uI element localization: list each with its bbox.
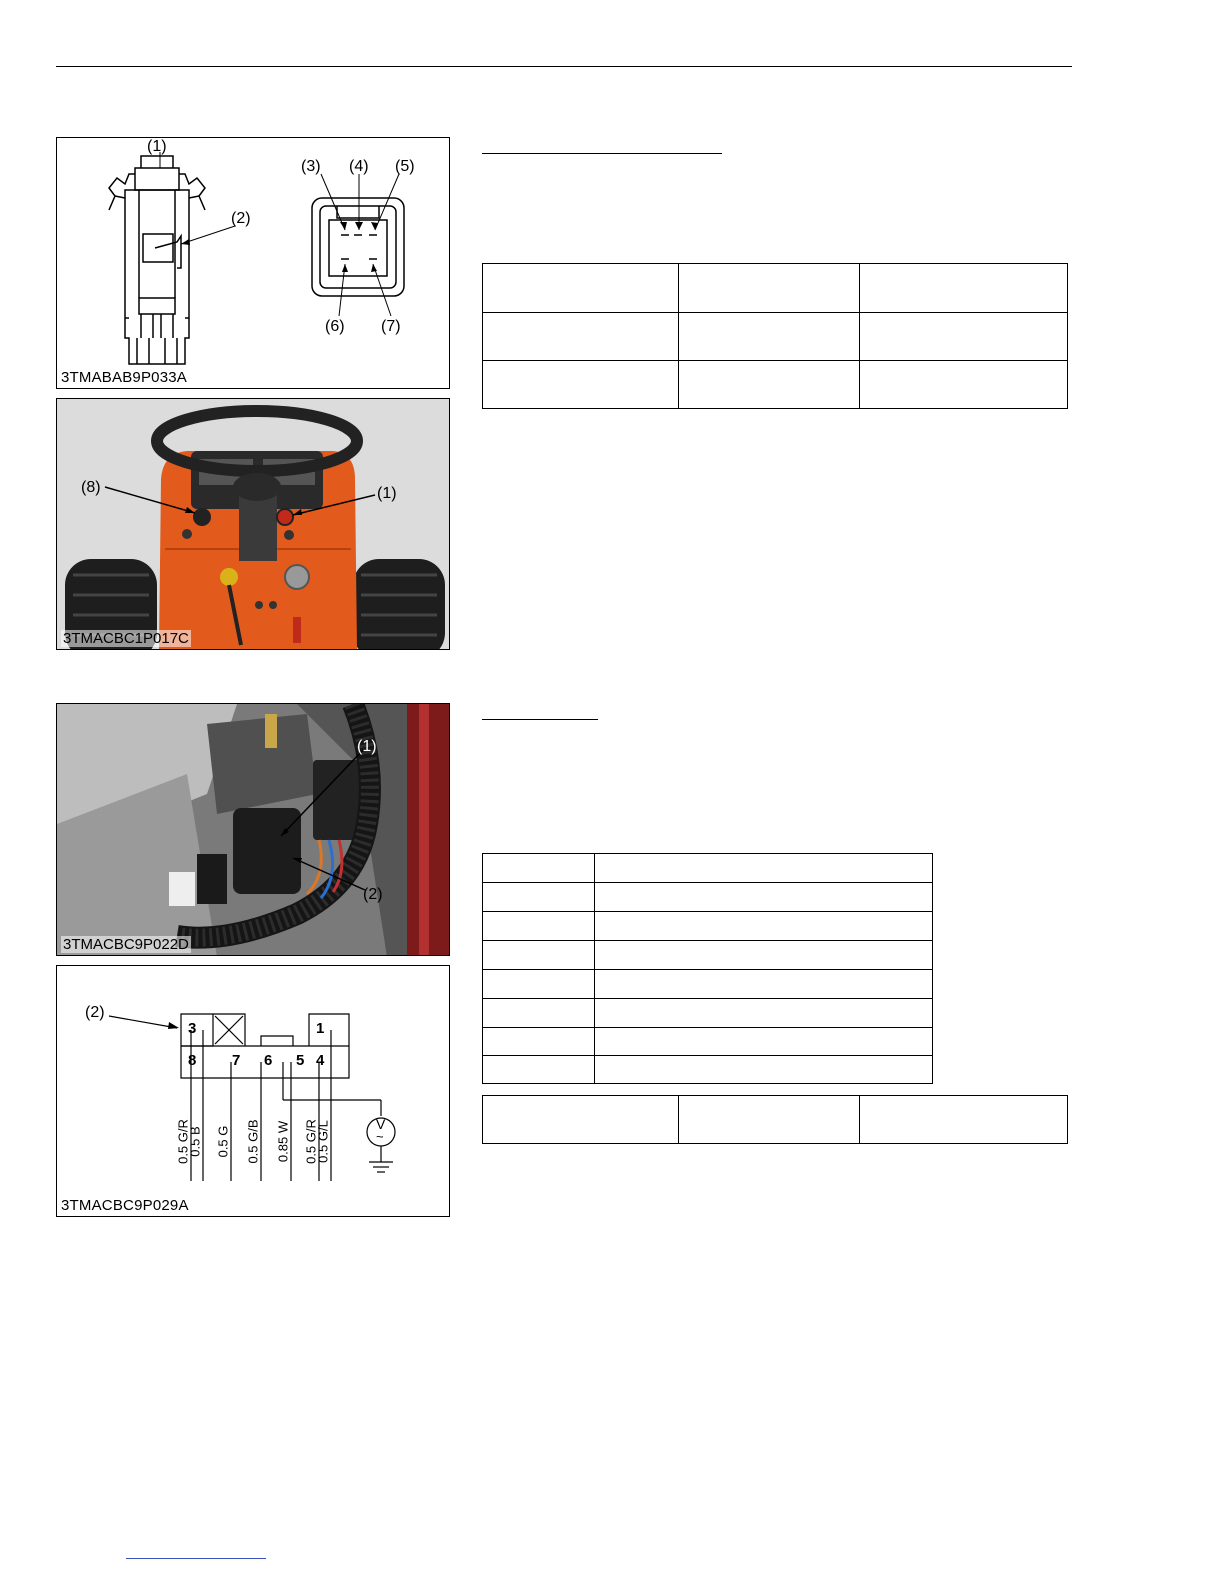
figure-id: 3TMACBC9P022D xyxy=(63,936,189,953)
switch-body-drawing xyxy=(109,156,205,364)
callout-1-dash: (1) xyxy=(377,485,397,502)
wire-label: 0.5 G/B xyxy=(245,1119,261,1164)
wire-label: 0.5 G xyxy=(215,1125,231,1158)
callout-2: (2) xyxy=(231,210,251,227)
section-heading-underline xyxy=(482,719,598,720)
footer-link[interactable] xyxy=(126,1558,266,1559)
switch-diagram-svg xyxy=(57,138,450,389)
figure-id: 3TMABAB9P033A xyxy=(61,369,187,386)
connector-drawing xyxy=(312,198,404,296)
callout-4: (4) xyxy=(349,158,369,175)
spec-table-2 xyxy=(482,1095,1068,1144)
wire-label: 0.5 G/R xyxy=(303,1119,319,1164)
callout-1: (1) xyxy=(147,138,167,155)
terminal-5: 5 xyxy=(296,1052,305,1069)
tractor-dash-image xyxy=(57,399,450,650)
terminal-table xyxy=(482,853,933,1084)
relay-photo-figure xyxy=(56,703,450,956)
header-rule xyxy=(56,66,1072,67)
callout-2-wiring: (2) xyxy=(85,1004,105,1021)
voltmeter-ac-symbol: ~ xyxy=(376,1129,384,1144)
terminal-4: 4 xyxy=(316,1052,325,1069)
dash-photo-figure xyxy=(56,398,450,650)
callout-3: (3) xyxy=(301,158,321,175)
callout-6: (6) xyxy=(325,318,345,335)
terminal-3: 3 xyxy=(188,1020,197,1037)
callout-7: (7) xyxy=(381,318,401,335)
callout-8: (8) xyxy=(81,479,101,496)
relay-engine-image xyxy=(57,704,450,956)
callout-5: (5) xyxy=(395,158,415,175)
wiring-diagram-figure xyxy=(56,965,450,1217)
terminal-6: 6 xyxy=(264,1052,273,1069)
voltmeter-symbol: V xyxy=(376,1116,386,1132)
terminal-1: 1 xyxy=(316,1020,325,1037)
wire-label: 0.85 W xyxy=(275,1120,291,1163)
callout-2-relay: (2) xyxy=(363,886,383,903)
wiring-diagram-svg xyxy=(57,966,450,1217)
switch-diagram-figure xyxy=(56,137,450,389)
wire-label: 0.5 G/L xyxy=(315,1120,331,1163)
callout-1-relay: (1) xyxy=(357,738,377,755)
figure-id: 3TMACBC1P017C xyxy=(63,630,189,647)
wire-label: 0.5 B xyxy=(187,1126,203,1157)
section-heading-underline xyxy=(482,153,722,154)
terminal-8: 8 xyxy=(188,1052,197,1069)
spec-table-1 xyxy=(482,263,1068,409)
figure-id: 3TMACBC9P029A xyxy=(61,1197,189,1214)
wire-label: 0.5 G/R xyxy=(175,1119,191,1164)
terminal-7: 7 xyxy=(232,1052,241,1069)
